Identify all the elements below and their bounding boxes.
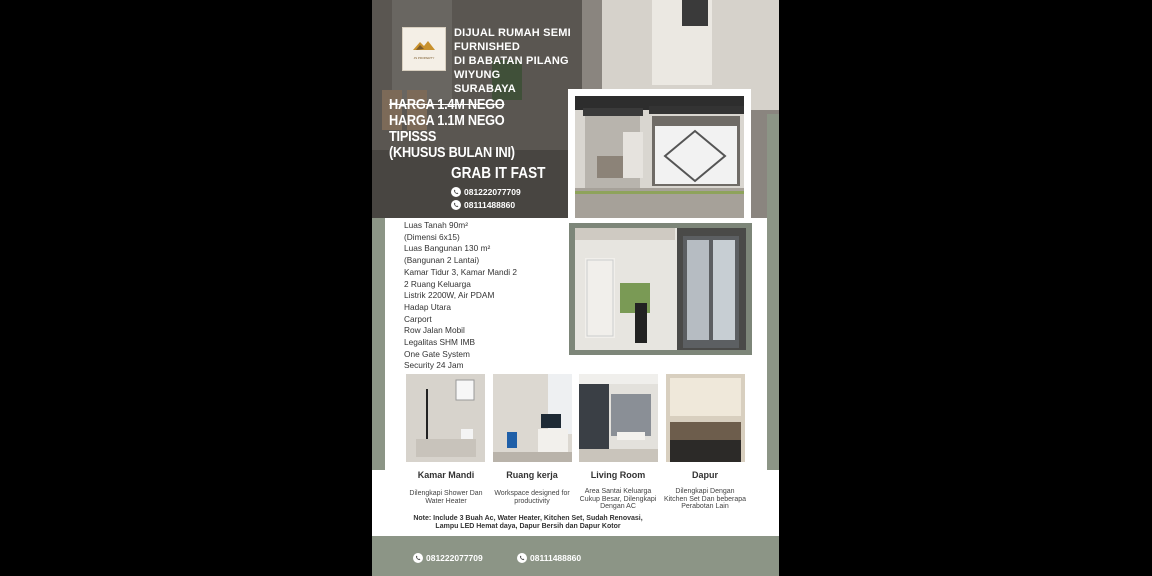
terrace-photo <box>575 228 746 350</box>
workspace-photo <box>493 374 572 462</box>
title-line-1: DIJUAL RUMAH SEMI FURNISHED <box>454 27 571 53</box>
grab-it-fast-heading: GRAB IT FAST <box>451 165 546 182</box>
room-desc-living-room: Area Santai Keluarga Cukup Besar, Dilengkapi Dengan AC <box>579 488 657 510</box>
spec-item: Luas Bangunan 130 m² <box>404 243 491 254</box>
terrace-frame <box>569 223 752 355</box>
price-note: (KHUSUS BULAN INI) <box>389 144 515 161</box>
new-price: HARGA 1.1M NEGO TIPISSS <box>389 112 505 145</box>
room-desc-bathroom: Dilengkapi Shower Dan Water Heater <box>409 490 483 505</box>
whatsapp-icon <box>451 187 461 197</box>
whatsapp-icon <box>517 553 527 563</box>
spec-item: (Dimensi 6x15) <box>404 231 460 242</box>
room-title-workspace: Ruang kerja <box>506 470 558 480</box>
property-flyer <box>372 0 779 576</box>
spec-item: Luas Tanah 90m² <box>404 220 468 230</box>
living-room-photo <box>579 374 658 462</box>
contact-phone-1[interactable] <box>451 187 521 197</box>
spec-item: Hadap Utara <box>404 301 452 312</box>
accent-band-left <box>372 218 385 470</box>
footer-contacts <box>372 536 779 576</box>
phone-number: 081222077709 <box>464 187 521 197</box>
spec-item: Kamar Tidur 3, Kamar Mandi 2 <box>404 266 517 277</box>
whatsapp-icon <box>413 553 423 563</box>
phone-number: 08111488860 <box>530 553 582 563</box>
spec-item: Carport <box>404 313 432 324</box>
house-front-photo <box>575 96 744 218</box>
phone-number: 081222077709 <box>426 553 483 563</box>
room-desc-workspace: Workspace designed for productivity <box>494 490 570 505</box>
title-line-2: DI BABATAN PILANG WIYUNG <box>454 55 569 81</box>
include-note: Note: Include 3 Buah Ac, Water Heater, Kitchen Set, Sudah Renovasi, Lampu LED Hemat daya, Dapur Bersih dan Dapur Kotor <box>413 515 643 530</box>
footer-phone-2[interactable] <box>517 553 581 563</box>
logo-text: JS PROPERTY <box>413 56 435 60</box>
spec-item: Legalitas SHM IMB <box>404 337 476 348</box>
room-title-kitchen: Dapur <box>691 470 718 480</box>
property-specs <box>404 220 584 372</box>
contact-phone-2[interactable] <box>451 200 515 210</box>
whatsapp-icon <box>451 200 461 210</box>
bathroom-photo <box>406 374 485 462</box>
spec-item: Listrik 2200W, Air PDAM <box>404 290 495 301</box>
accent-band-right <box>767 114 779 470</box>
phone-number: 08111488860 <box>464 200 516 210</box>
company-logo <box>402 27 446 71</box>
old-price: HARGA 1.4M NEGO <box>389 96 505 113</box>
title-line-3: SURABAYA <box>454 83 516 95</box>
price-block <box>389 97 551 161</box>
spec-item: 2 Ruang Keluarga <box>404 278 471 289</box>
house-front-frame <box>568 89 751 220</box>
listing-title <box>454 26 604 96</box>
spec-item: Security 24 Jam <box>404 360 464 371</box>
room-title-living-room: Living Room <box>590 470 646 480</box>
logo-mountain-icon <box>412 39 436 51</box>
footer-phone-1[interactable] <box>413 553 483 563</box>
kitchen-photo <box>666 374 745 462</box>
room-title-bathroom: Kamar Mandi <box>417 470 475 480</box>
room-desc-kitchen: Dilengkapi Dengan Kitchen Set Dan beberapa Perabotan Lain <box>663 488 747 510</box>
spec-item: Row Jalan Mobil <box>404 325 465 336</box>
spec-item: One Gate System <box>404 348 470 359</box>
spec-item: (Bangunan 2 Lantai) <box>404 255 480 266</box>
